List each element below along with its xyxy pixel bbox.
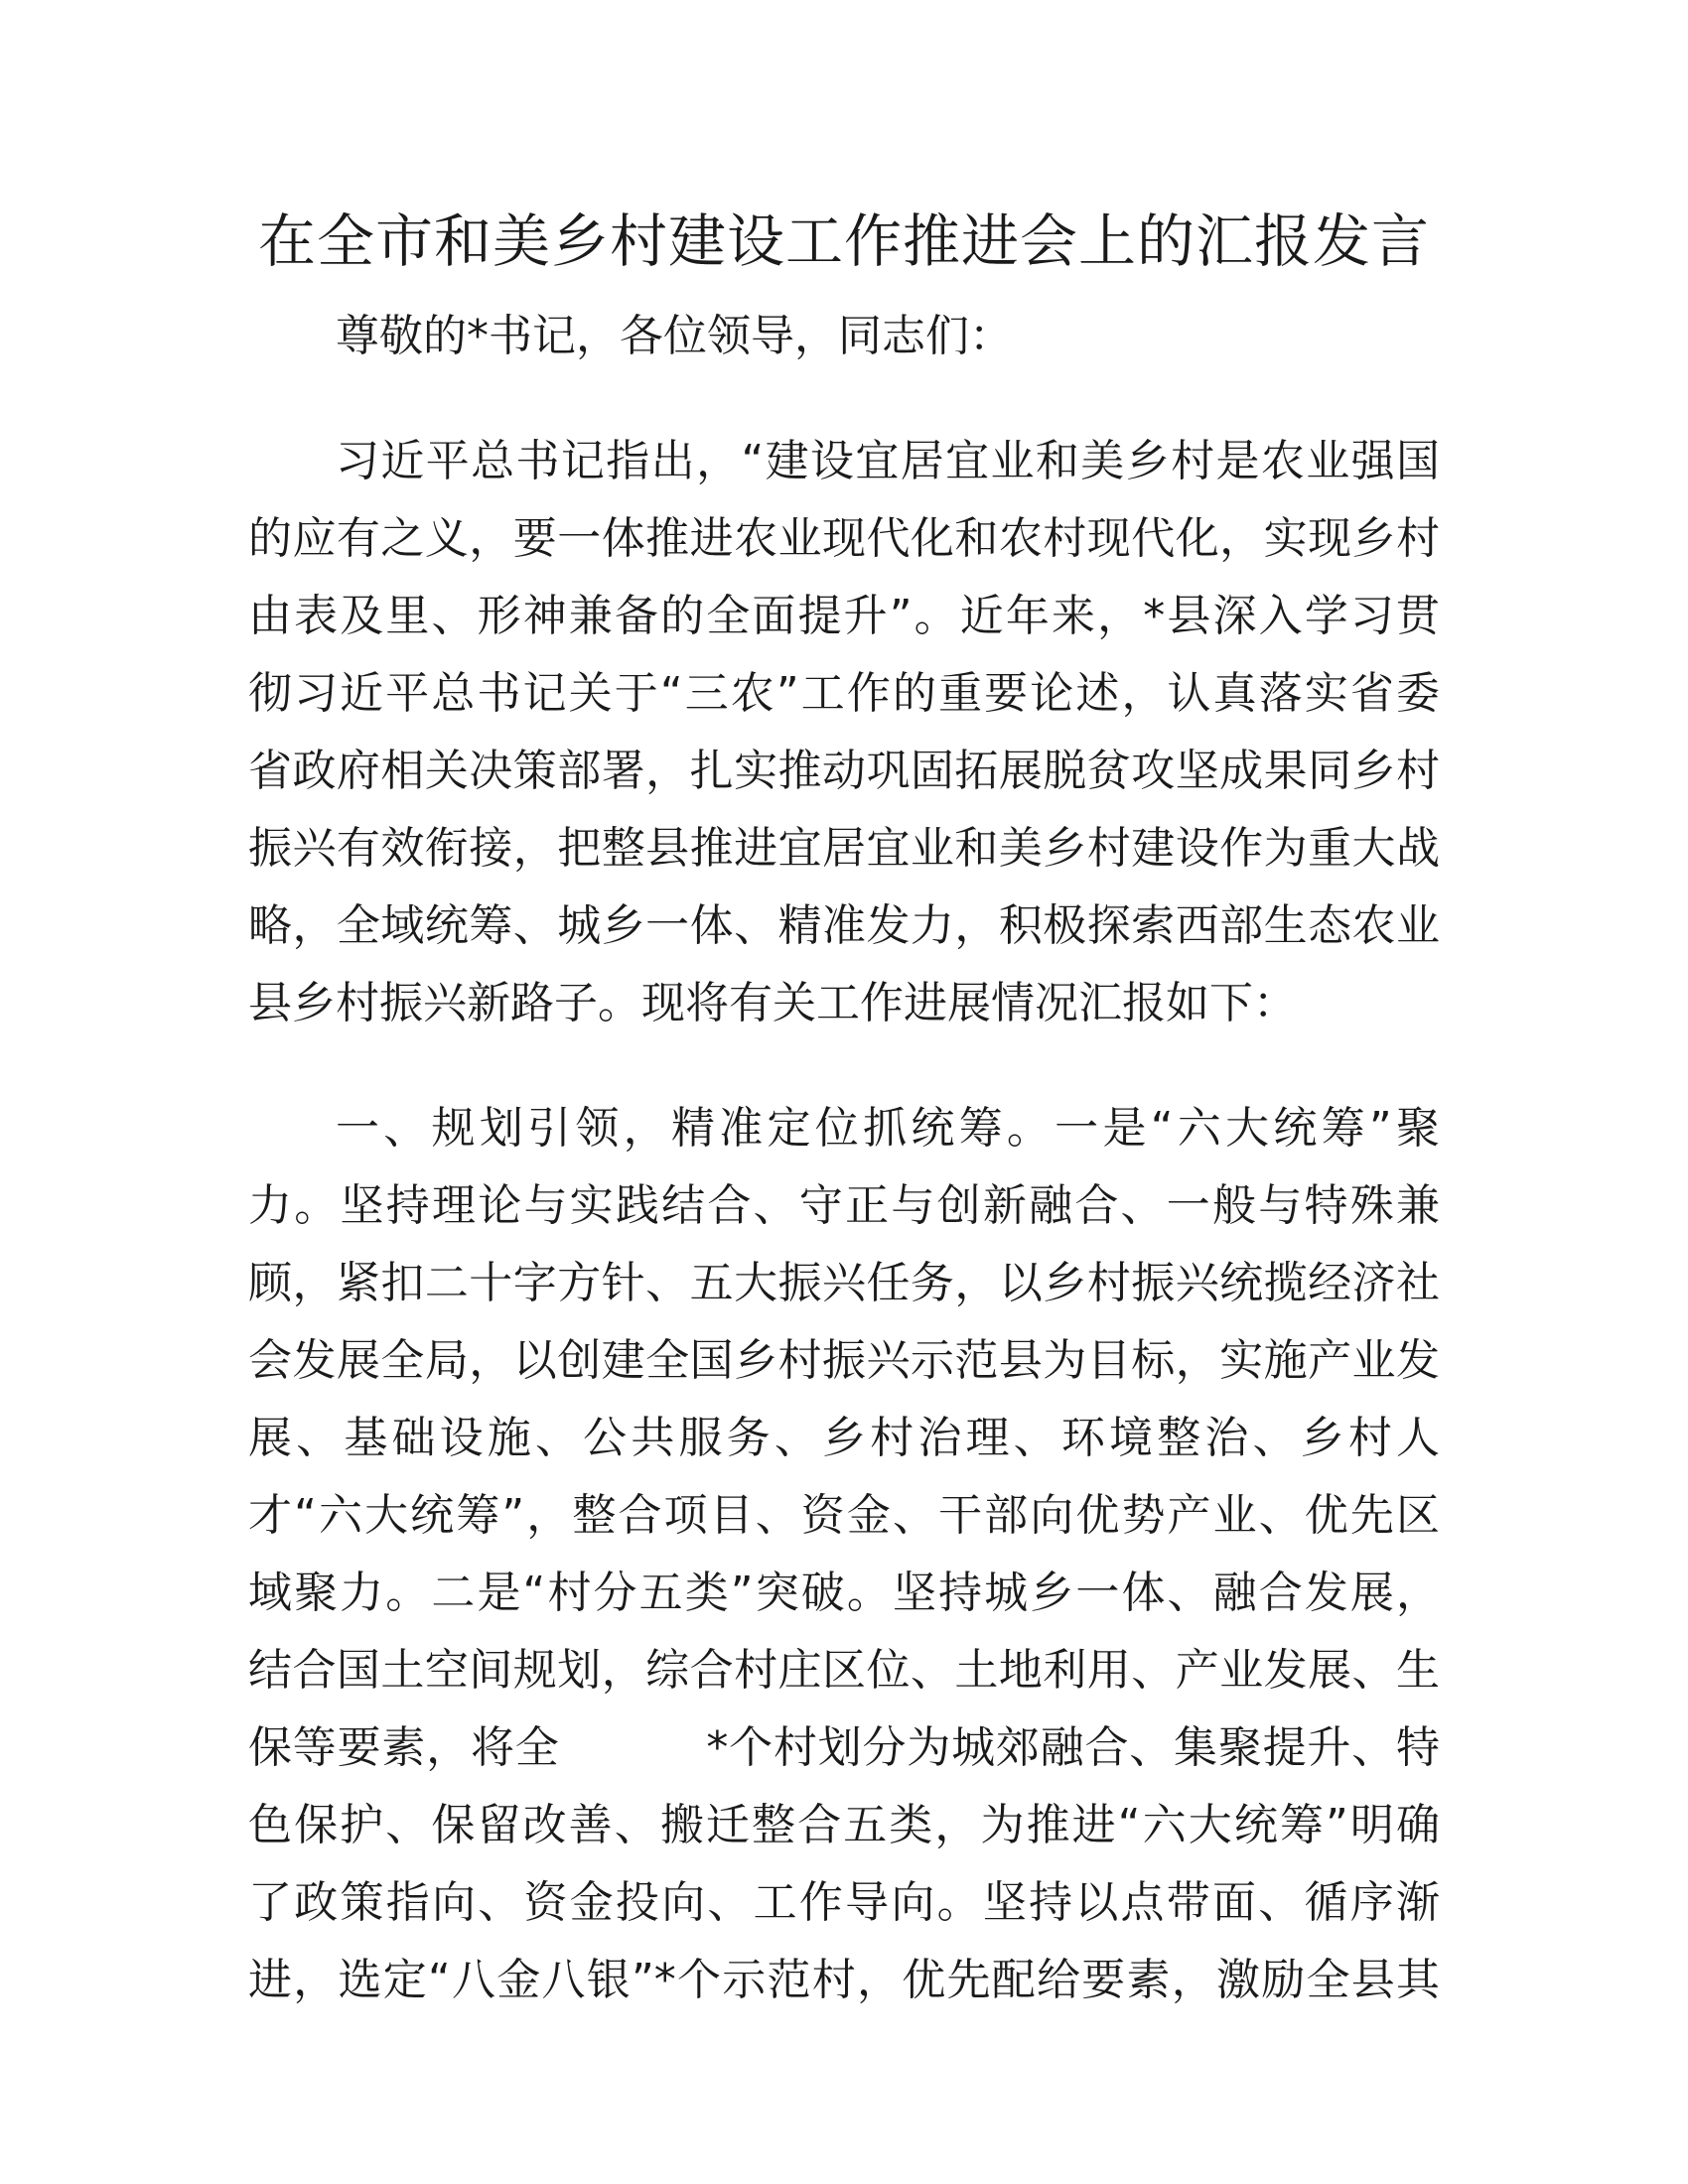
paragraph-intro — [248, 423, 1440, 1042]
salutation: 尊敬的*书记，各位领导，同志们： — [336, 311, 1013, 361]
paragraph-gap — [248, 375, 1440, 423]
paragraph-line: 色保护、保留改善、搬迁整合五类，为推进“六大统筹”明确 — [248, 1800, 1440, 1850]
paragraph-line: 习近平总书记指出，“建设宜居宜业和美乡村是农业强国 — [336, 436, 1440, 486]
paragraph-line: 域聚力。二是“村分五类”突破。坚持城乡一体、融合发展， — [248, 1568, 1440, 1618]
paragraph-section-one — [248, 1090, 1440, 2019]
paragraph-line: 结合国土空间规划，综合村庄区位、土地利用、产业发展、生 — [248, 1645, 1440, 1696]
paragraph-line: 的应有之义，要一体推进农业现代化和农村现代化，实现乡村 — [248, 513, 1440, 564]
paragraph-line: 保等要素，将全 *个村划分为城郊融合、集聚提升、特 — [248, 1722, 1440, 1773]
document-title: 在全市和美乡村建设工作推进会上的汇报发言 — [257, 207, 1430, 275]
document-body — [248, 298, 1440, 2019]
paragraph-line: 由表及里、形神兼备的全面提升”。近年来，*县深入学习贯 — [248, 591, 1440, 641]
paragraph-line: 才“六大统筹”，整合项目、资金、干部向优势产业、优先区 — [248, 1490, 1440, 1541]
paragraph-line: 顾，紧扣二十字方针、五大振兴任务，以乡村振兴统揽经济社 — [248, 1258, 1440, 1308]
paragraph-gap — [248, 1042, 1440, 1090]
paragraph-line: 了政策指向、资金投向、工作导向。坚持以点带面、循序渐 — [248, 1877, 1440, 1928]
paragraph-line: 力。坚持理论与实践结合、守正与创新融合、一般与特殊兼 — [248, 1180, 1440, 1231]
paragraph-line: 展、基础设施、公共服务、乡村治理、环境整治、乡村人 — [248, 1413, 1440, 1463]
paragraph-line: 省政府相关决策部署，扎实推动巩固拓展脱贫攻坚成果同乡村 — [248, 746, 1440, 796]
paragraph-line: 振兴有效衔接，把整县推进宜居宜业和美乡村建设作为重大战 — [248, 823, 1440, 874]
paragraph-line: 略，全域统筹、城乡一体、精准发力，积极探索西部生态农业 — [248, 900, 1440, 951]
paragraph-line: 一、规划引领，精准定位抓统筹。一是“六大统筹”聚 — [336, 1103, 1440, 1154]
paragraph-line: 进，选定“八金八银”*个示范村，优先配给要素，激励全县其 — [248, 1955, 1440, 2005]
paragraph-line: 县乡村振兴新路子。现将有关工作进展情况汇报如下： — [248, 978, 1297, 1028]
paragraph-line: 彻习近平总书记关于“三农”工作的重要论述，认真落实省委 — [248, 668, 1440, 719]
paragraph-line: 会发展全局，以创建全国乡村振兴示范县为目标，实施产业发 — [248, 1335, 1440, 1386]
